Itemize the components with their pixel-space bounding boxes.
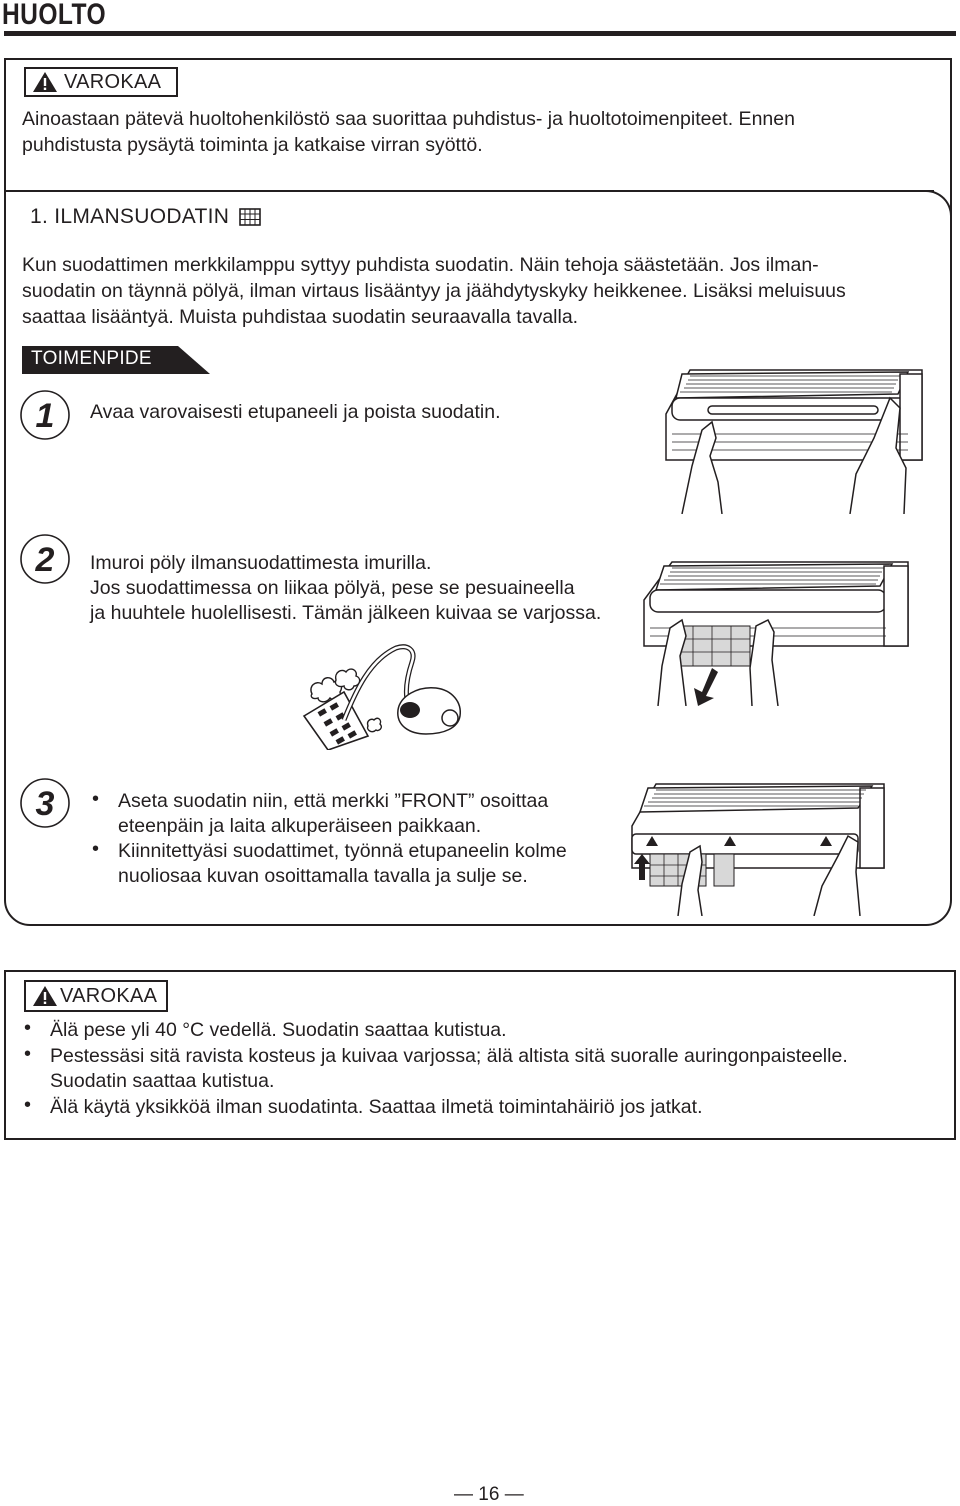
warning-label: VAROKAA bbox=[64, 70, 162, 93]
intro-line: saattaa lisääntyä. Muista puhdistaa suodatin seuraavalla tavalla. bbox=[22, 306, 579, 328]
illustration-remove-filter bbox=[640, 556, 912, 706]
warning-triangle-icon bbox=[32, 985, 58, 1007]
bullet-dot: • bbox=[92, 788, 100, 810]
illustration-open-panel bbox=[660, 364, 926, 514]
warning-label: VAROKAA bbox=[60, 984, 158, 1007]
warning-badge bbox=[24, 67, 178, 97]
procedure-label-text: TOIMENPIDE bbox=[31, 348, 152, 369]
illustration-vacuum-cleaner bbox=[300, 640, 470, 750]
section-heading-text: 1. ILMANSUODATIN bbox=[30, 205, 230, 228]
svg-text:2: 2 bbox=[35, 541, 55, 579]
step-3-text-line: eteenpäin ja laita alkuperäiseen paikkaan. bbox=[118, 815, 482, 837]
warning-triangle-icon bbox=[32, 71, 58, 93]
bullet-dot: • bbox=[24, 1017, 32, 1039]
page-title: HUOLTO bbox=[2, 0, 107, 31]
svg-text:3: 3 bbox=[35, 785, 55, 823]
filter-grid-icon bbox=[239, 208, 261, 226]
bullet-dot: • bbox=[24, 1094, 32, 1116]
warning-item-line: Suodatin saattaa kutistua. bbox=[50, 1070, 275, 1092]
page-number-dash: — bbox=[499, 1484, 524, 1505]
bullet-dot: • bbox=[24, 1043, 32, 1065]
step-2-text-line: Jos suodattimessa on liikaa pölyä, pese se pesuaineella bbox=[90, 577, 575, 599]
step-2-text-line: ja huuhtele huolellisesti. Tämän jälkeen kuivaa se varjossa. bbox=[90, 602, 602, 624]
step-number-1 bbox=[20, 390, 70, 440]
intro-line: Kun suodattimen merkkilamppu syttyy puhdista suodatin. Näin tehoja säästetään. Jos ilman- bbox=[22, 254, 819, 276]
illustration-insert-filter bbox=[626, 780, 890, 916]
page-number bbox=[454, 1484, 524, 1506]
warning-text-line: Ainoastaan pätevä huoltohenkilöstö saa suorittaa puhdistus- ja huoltotoimenpiteet. Ennen bbox=[22, 108, 795, 130]
title-rule bbox=[4, 31, 956, 36]
step-3-text-line: nuoliosaa kuvan osoittamalla tavalla ja sulje se. bbox=[118, 865, 528, 887]
step-number-2 bbox=[20, 534, 70, 584]
warning-text-line: puhdistusta pysäytä toiminta ja katkaise virran syöttö. bbox=[22, 134, 483, 156]
warning-item-line: Älä pese yli 40 °C vedellä. Suodatin saattaa kutistua. bbox=[50, 1019, 507, 1041]
warning-item-line: Pestessäsi sitä ravista kosteus ja kuivaa varjossa; älä altista sitä suoralle auringonpaisteelle. bbox=[50, 1045, 848, 1067]
step-1-text: Avaa varovaisesti etupaneeli ja poista suodatin. bbox=[90, 401, 501, 423]
page-number-value: 16 bbox=[478, 1484, 500, 1505]
section-divider bbox=[4, 190, 934, 192]
step-number-3 bbox=[20, 778, 70, 828]
intro-line: suodatin on täynnä pölyä, ilman virtaus lisääntyy ja jäähdytyskyky heikkenee. Lisäksi meluisuus bbox=[22, 280, 846, 302]
bullet-dot: • bbox=[92, 838, 100, 860]
page-number-dash: — bbox=[454, 1484, 479, 1505]
step-3-text-line: Aseta suodatin niin, että merkki ”FRONT” osoittaa bbox=[118, 790, 549, 812]
section-heading bbox=[24, 205, 261, 229]
step-3-text-line: Kiinnitettyäsi suodattimet, työnnä etupaneelin kolme bbox=[118, 840, 567, 862]
procedure-label bbox=[22, 346, 210, 374]
svg-text:1: 1 bbox=[35, 397, 55, 435]
warning-item-line: Älä käytä yksikköä ilman suodatinta. Saattaa ilmetä toimintahäiriö jos jatkat. bbox=[50, 1096, 703, 1118]
warning-badge bbox=[24, 980, 168, 1012]
step-2-text-line: Imuroi pöly ilmansuodattimesta imurilla. bbox=[90, 552, 432, 574]
